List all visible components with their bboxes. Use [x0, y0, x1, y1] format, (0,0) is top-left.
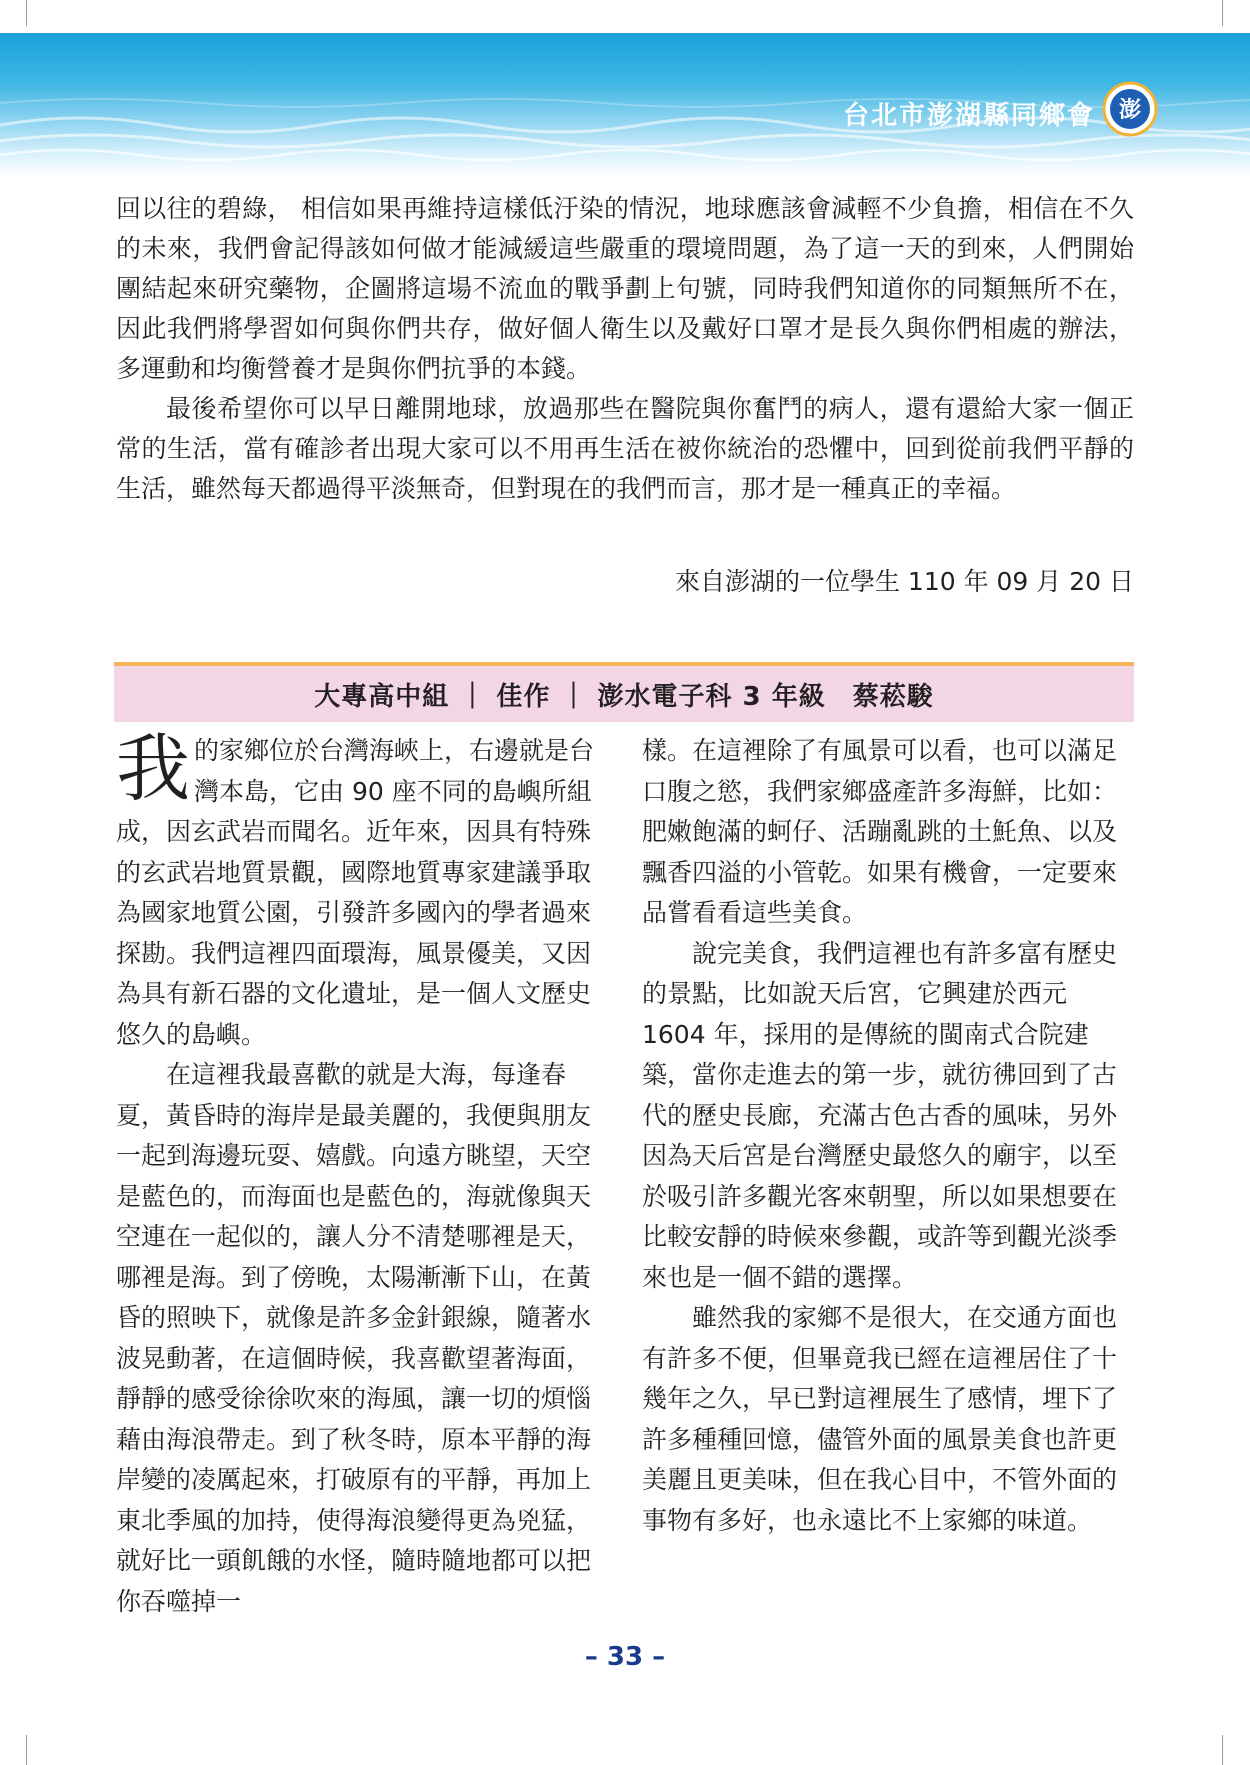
- letter-signature: 來自澎湖的一位學生 110 年 09 月 20 日: [674, 567, 1134, 596]
- essay-award-banner: [114, 662, 1134, 722]
- essay-right-column: [642, 731, 1136, 1541]
- essay-right-column-text: 樣。在這裡除了有風景可以看，也可以滿足口腹之慾，我們家鄉盛產許多海鮮，比如：肥嫩飽滿的蚵仔、活蹦亂跳的土魠魚、以及飄香四溢的小管乾。如果有機會，一定要來品嘗看看這些美食。 說完美食，我們這裡也有許多富有歷史的景點，比如說天后宮，它興建於西元 1604 年，採用的是傳統的閩南式合院建築，當你走進去的第一步，就彷彿回到了古代的歷史長廊，充滿古色古香的風味，另外因為天后宮是台灣歷史最悠久的廟宇，以至於吸引許多觀光客來朝聖，所以如果想要在比較安靜的時候來參觀，或許等到觀光淡季來也是一個不錯的選擇。 雖然我的家鄉不是很大，在交通方面也有許多不便，但畢竟我已經在這裡居住了十幾年之久，早已對這裡展生了感情，埋下了許多種種回憶，儘管外面的風景美食也許更美麗且更美味，但在我心目中，不管外面的事物有多好，也永遠比不上家鄉的味道。: [642, 736, 1118, 1535]
- page-number: – 33 –: [584, 1642, 666, 1672]
- letter-paragraph-1: 回以往的碧綠， 相信如果再維持這樣低汙染的情況，地球應該會減輕不少負擔，相信在不久的未來，我們會記得該如何做才能減緩這些嚴重的環境問題，為了這一天的到來，人們開始團結起來研究藥物，企圖將這場不流血的戰爭劃上句號，同時我們知道你的同類無所不在，因此我們將學習如何與你們共存，做好個人衛生以及戴好口罩才是長久與你們相處的辦法，多運動和均衡營養才是與你們抗爭的本錢。: [116, 194, 1134, 383]
- essay-left-column: [116, 726, 610, 1622]
- crop-mark-bottom-left: [26, 1735, 27, 1765]
- association-emblem-icon: [1102, 81, 1158, 137]
- crop-mark-bottom-right: [1222, 1735, 1223, 1765]
- association-name: 台北市澎湖縣同鄉會: [842, 101, 1095, 131]
- page-header: [0, 33, 1250, 175]
- letter-paragraph-2: [116, 389, 1134, 509]
- crop-mark-top-right: [1222, 0, 1223, 26]
- letter-paragraph-2-text: 最後希望你可以早日離開地球，放過那些在醫院與你奮鬥的病人，還有還給大家一個正常的生活，當有確診者出現大家可以不用再生活在被你統治的恐懼中，回到從前我們平靜的生活，雖然每天都過得平淡無奇，但對現在的我們而言，那才是一種真正的幸福。: [116, 394, 1134, 503]
- crop-mark-top-left: [26, 0, 27, 26]
- drop-cap: 我: [116, 726, 190, 812]
- emblem-text: 澎: [1118, 98, 1142, 123]
- essay-award-banner-text: 大專高中組 ｜ 佳作 ｜ 澎水電子科 3 年級 蔡菘駿: [314, 681, 934, 712]
- essay-left-column-text: 的家鄉位於台灣海峽上，右邊就是台灣本島，它由 90 座不同的島嶼所組成，因玄武岩而聞名。近年來，因具有特殊的玄武岩地質景觀，國際地質專家建議爭取為國家地質公園，引發許多國內的學者過來探勘。我們這裡四面環海，風景優美，又因為具有新石器的文化遺址，是一個人文歷史悠久的島嶼。 在這裡我最喜歡的就是大海，每逢春夏，黃昏時的海岸是最美麗的，我便與朋友一起到海邊玩耍、嬉戲。向遠方眺望，天空是藍色的，而海面也是藍色的，海就像與天空連在一起似的，讓人分不清楚哪裡是天，哪裡是海。到了傍晚，太陽漸漸下山，在黃昏的照映下，就像是許多金針銀線，隨著水波晃動著，在這個時候，我喜歡望著海面，靜靜的感受徐徐吹來的海風，讓一切的煩惱藉由海浪帶走。到了秋冬時，原本平靜的海岸變的凌厲起來，打破原有的平靜，再加上東北季風的加持，使得海浪變得更為兇猛，就好比一頭飢餓的水怪，隨時隨地都可以把你吞噬掉一: [116, 736, 595, 1616]
